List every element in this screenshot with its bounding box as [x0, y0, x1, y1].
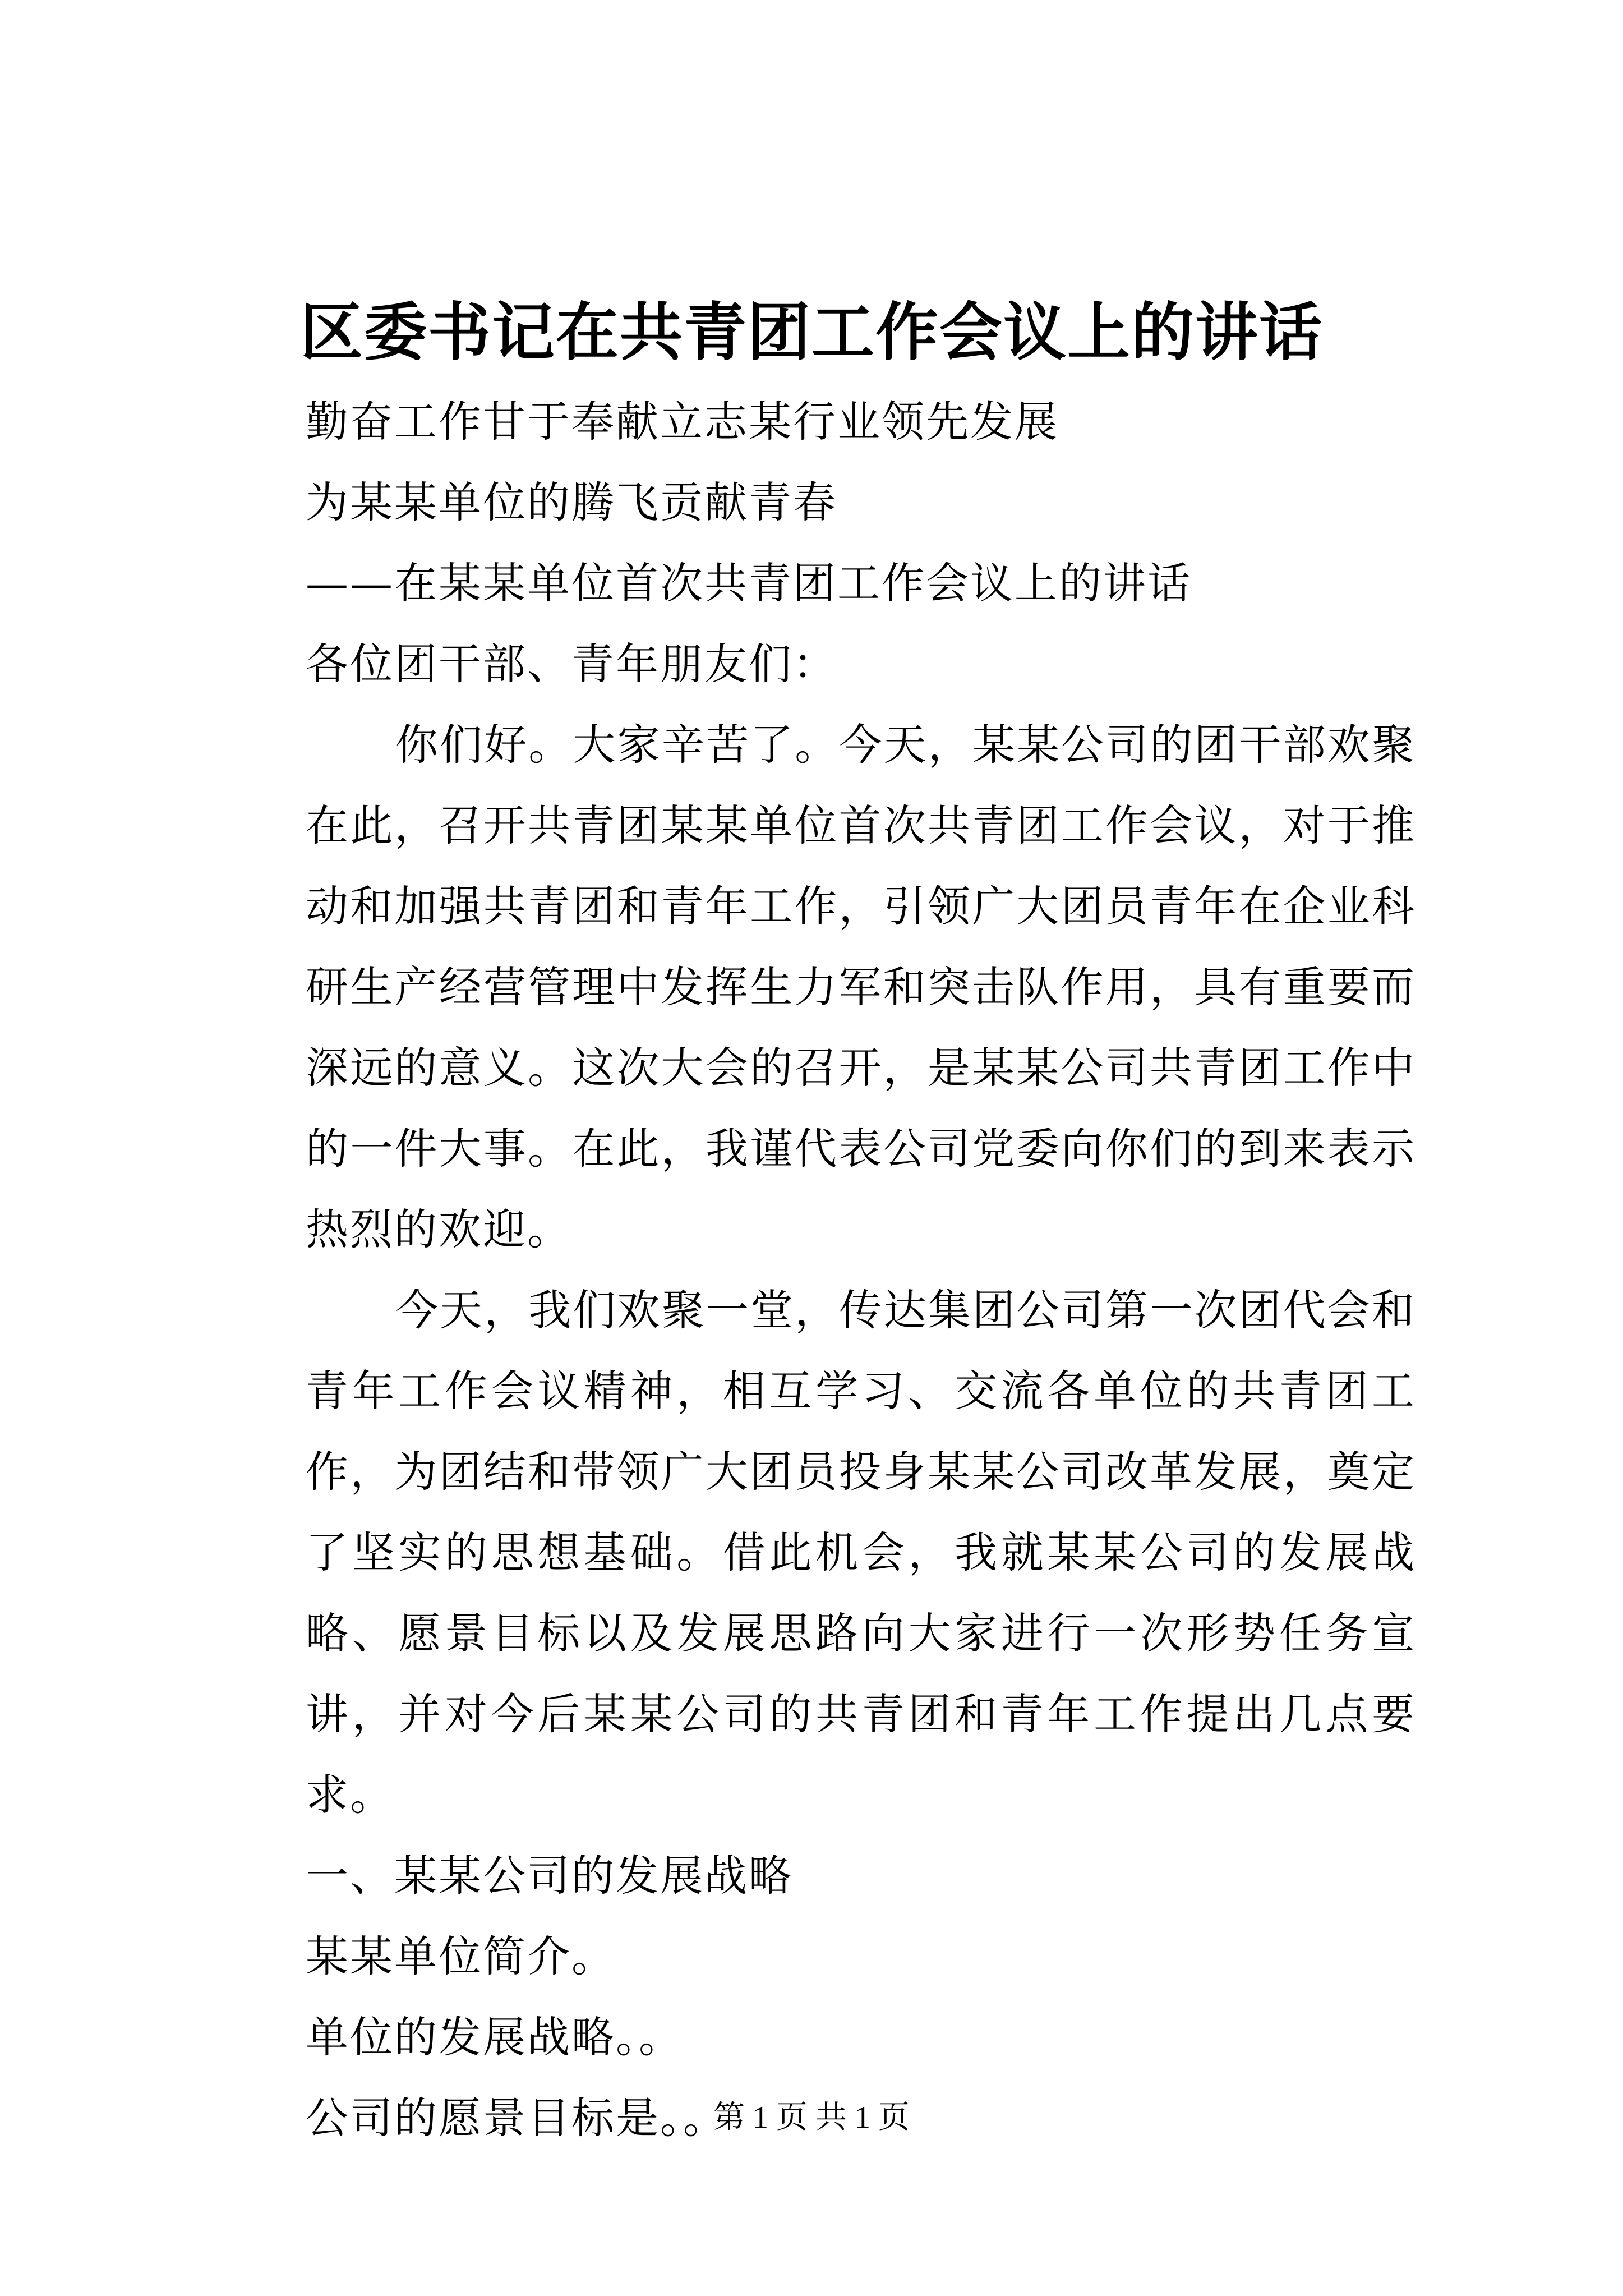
subtitle-line-1: 勤奋工作甘于奉献立志某行业领先发展	[306, 397, 1059, 447]
paragraph-2: 今天，我们欢聚一堂，传达集团公司第一次团代会和青年工作会议精神，相互学习、交流各单位的共青团工作，为团结和带领广大团员投身某某公司改革发展，奠定了坚实的思想基础。借此机会，我就某某公司的发展战略、愿景目标以及发展思路向大家进行一次形势任务宣讲，并对今后某某公司的共青团和青年工作提出几点要求。	[306, 1285, 1416, 1820]
paragraph-1: 你们好。大家辛苦了。今天，某某公司的团干部欢聚在此，召开共青团某某单位首次共青团工作会议，对于推动和加强共青团和青年工作，引领广大团员青年在企业科研生产经营管理中发挥生力军和突击队作用，具有重要而深远的意义。这次大会的召开，是某某公司共青团工作中的一件大事。在此，我谨代表公司党委向你们的到来表示热烈的欢迎。	[306, 720, 1416, 1254]
page-footer: 第 1 页 共 1 页	[713, 2100, 910, 2135]
list-item: 单位的发展战略。。	[306, 2012, 683, 2062]
subtitle-line-3: ——在某某单位首次共青团工作会议上的讲话	[306, 558, 1192, 608]
list-item: 某某单位简介。	[306, 1931, 616, 1981]
list-item: 公司的愿景目标是。。	[306, 2093, 727, 2143]
salutation: 各位团干部、青年朋友们：	[306, 639, 837, 689]
section-heading: 一、某某公司的发展战略	[306, 1851, 793, 1901]
subtitle-line-2: 为某某单位的腾飞贡献青春	[306, 477, 837, 527]
document-title: 区委书记在共青团工作会议上的讲话	[300, 296, 1323, 369]
document-body	[306, 381, 1416, 2159]
